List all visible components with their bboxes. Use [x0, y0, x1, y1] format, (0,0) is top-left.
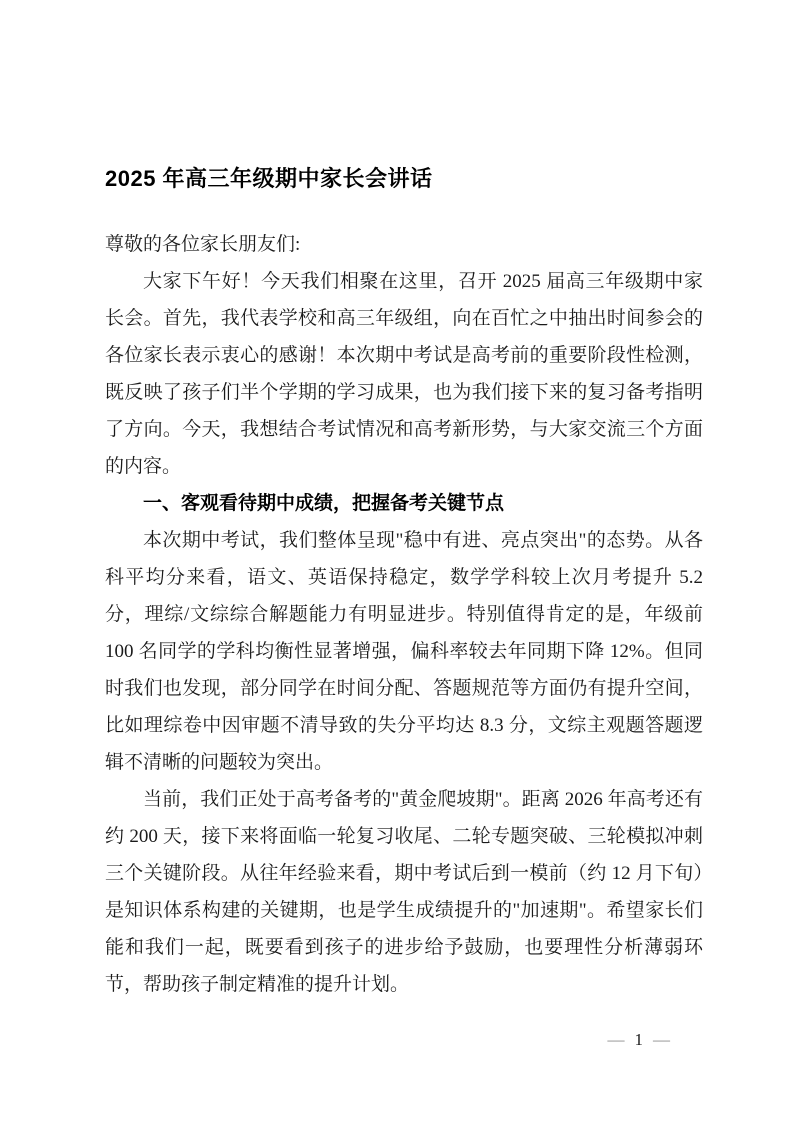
document-body — [105, 164, 703, 1003]
intro-paragraph: 大家下午好！今天我们相聚在这里，召开 2025 届高三年级期中家长会。首先，我代表学校和高三年级组，向在百忙之中抽出时间参会的各位家长表示衷心的感谢！本次期中考试是高考前的重要阶段性检测，既反映了孩子们半个学期的学习成果，也为我们接下来的复习备考指明了方向。今天，我想结合考试情况和高考新形势，与大家交流三个方面的内容。 — [105, 271, 703, 477]
document-title: 2025 年高三年级期中家长会讲话 — [105, 166, 433, 191]
salutation-line: 尊敬的各位家长朋友们: — [105, 234, 301, 255]
footer-left-dash: — — [607, 1030, 625, 1049]
page-number: 1 — [634, 1030, 643, 1049]
section-1-paragraph-1: 本次期中考试，我们整体呈现"稳中有进、亮点突出"的态势。从各科平均分来看，语文、英语保持稳定，数学学科较上次月考提升 5.2 分，理综/文综综合解题能力有明显进步。特别值得肯定的是，年级前 100 名同学的学科均衡性显著增强，偏科率较去年同期下降 12%。但同时我们也发现，部分同学在时间分配、答题规范等方面仍有提升空间，比如理综卷中因审题不清导致的失分平均达 8.3 分，文综主观题答题逻辑不清晰的问题较为突出。 — [105, 530, 703, 773]
section-1-paragraph-2: 当前，我们正处于高考备考的"黄金爬坡期"。距离 2026 年高考还有约 200 天，接下来将面临一轮复习收尾、二轮专题突破、三轮模拟冲刺三个关键阶段。从往年经验来看，期中考试后到一模前（约 12 月下旬）是知识体系构建的关键期，也是学生成绩提升的"加速期"。希望家长们能和我们一起，既要看到孩子的进步给予鼓励，也要理性分析薄弱环节，帮助孩子制定精准的提升计划。 — [105, 789, 703, 995]
footer-right-dash: — — [653, 1030, 670, 1049]
page-footer — [608, 1030, 671, 1050]
section-1-heading: 一、客观看待期中成绩，把握备考关键节点 — [143, 493, 505, 514]
